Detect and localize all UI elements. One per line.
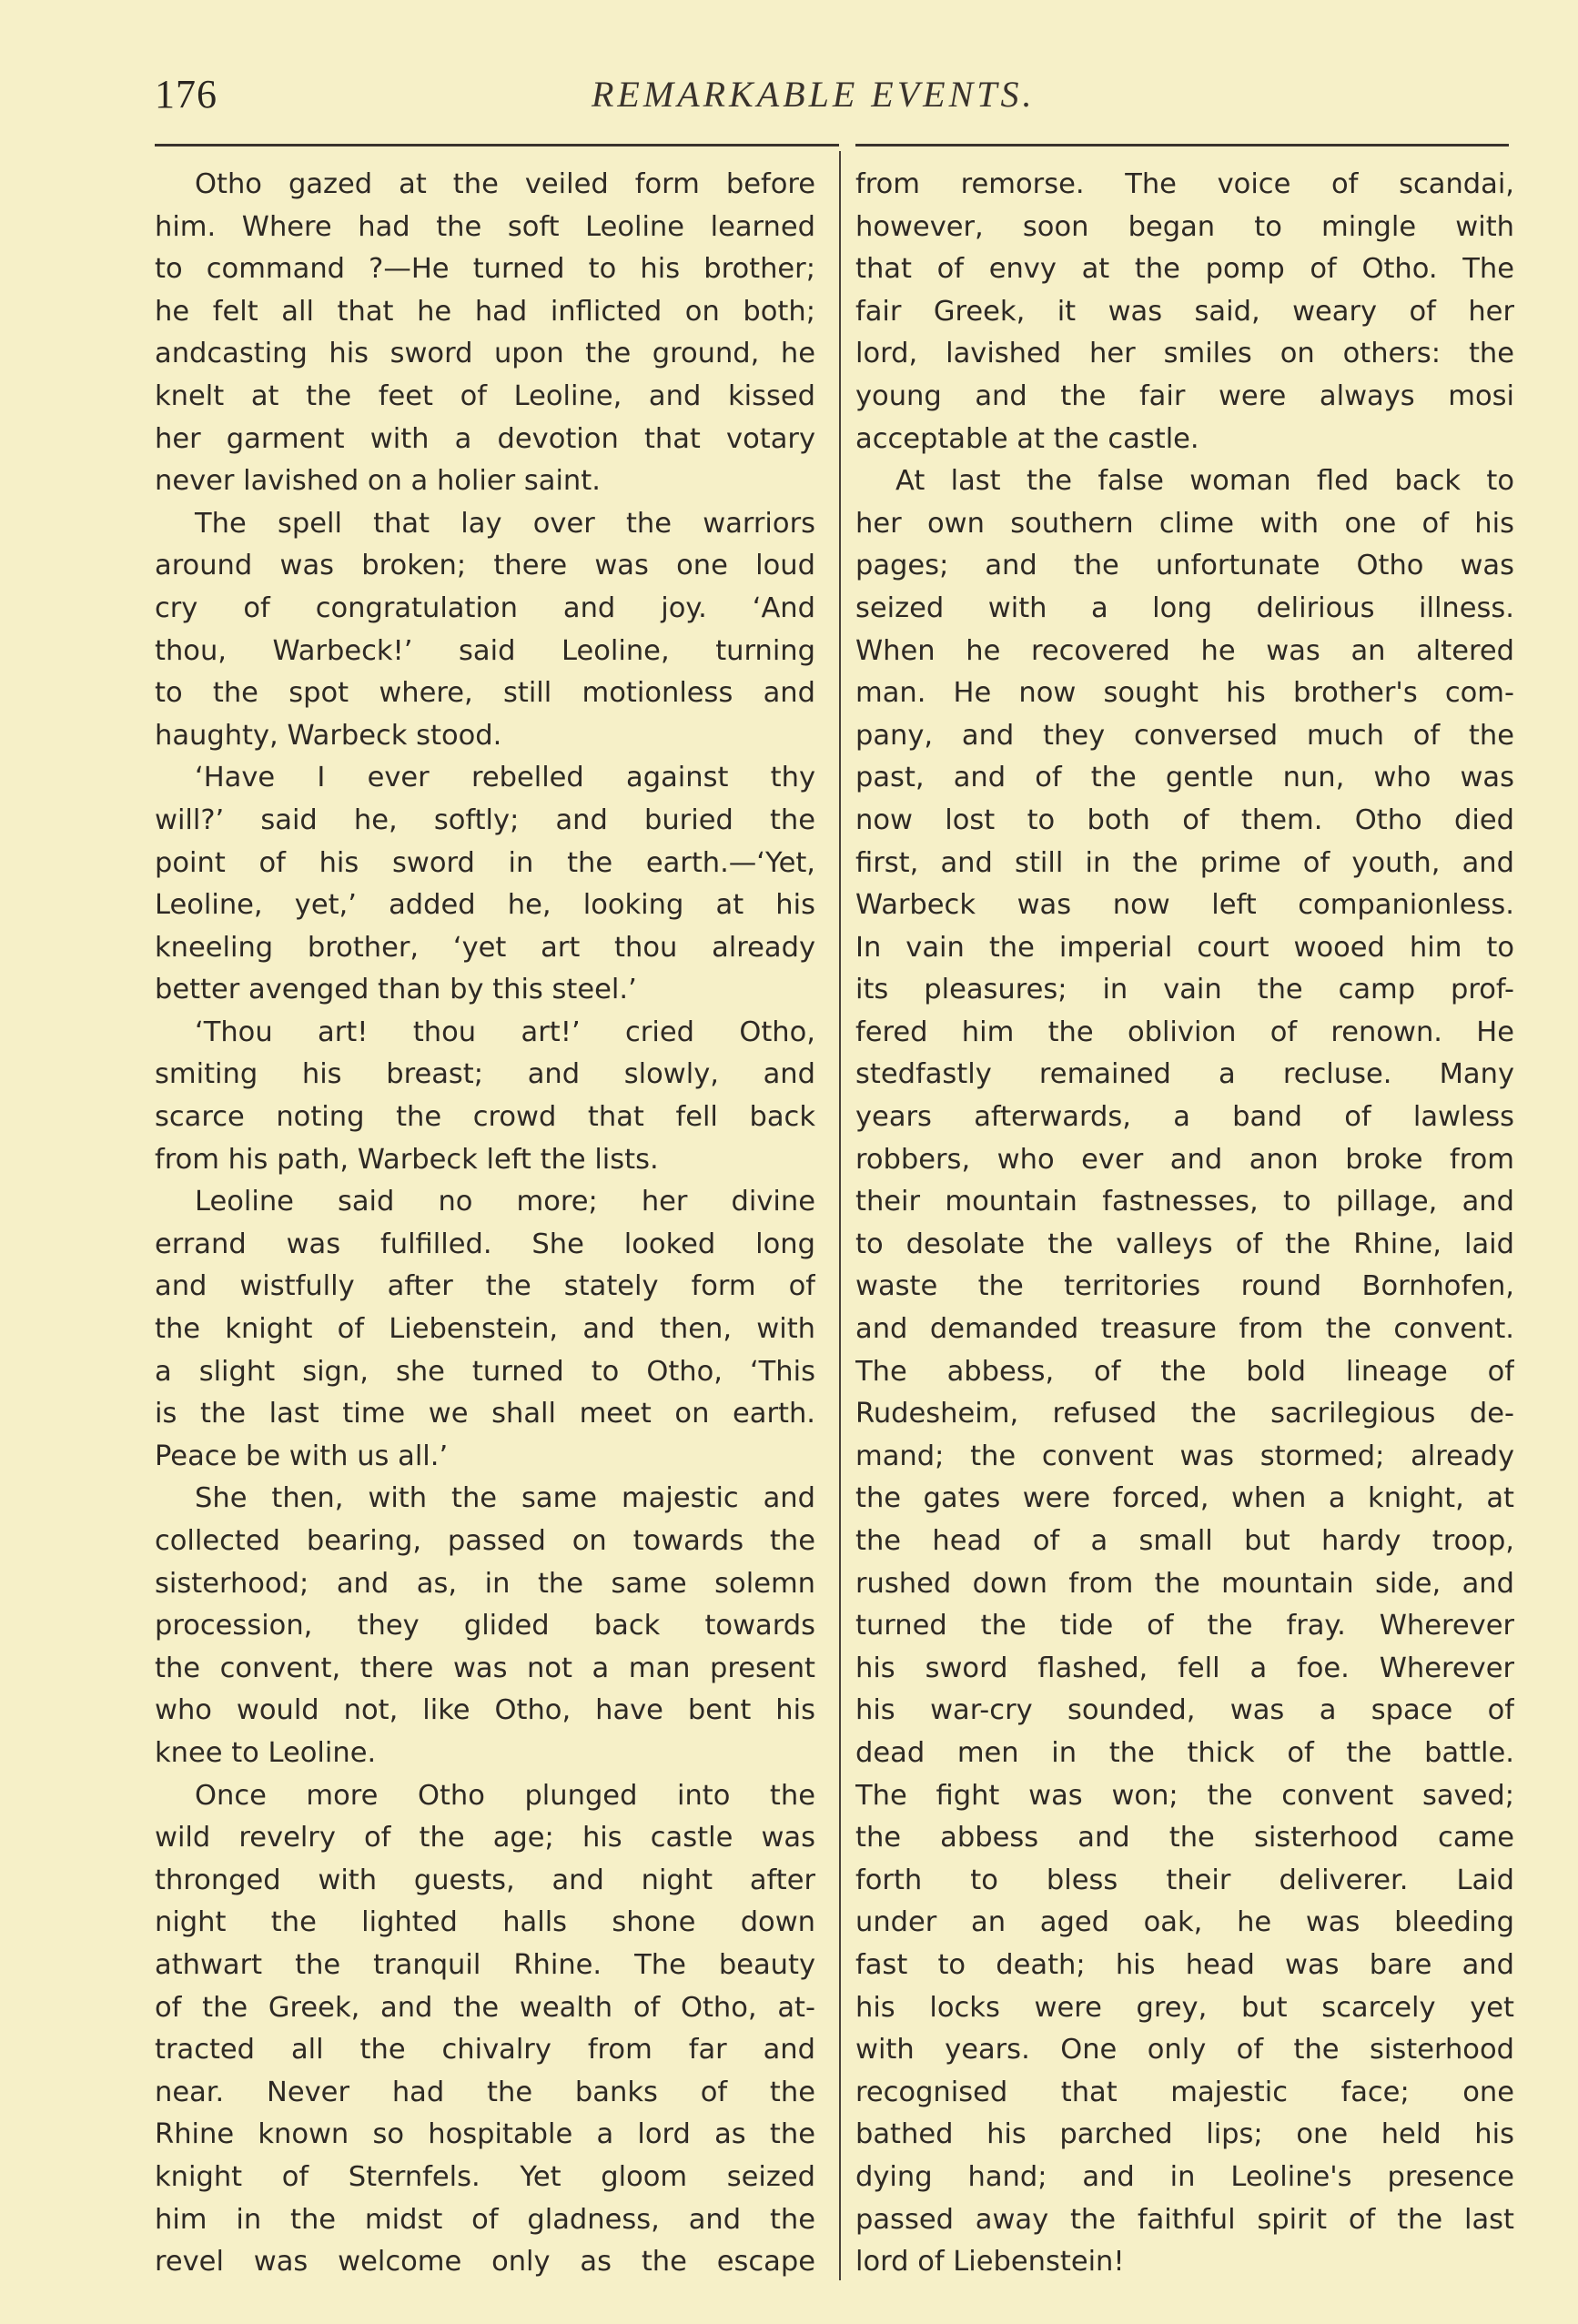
text-line: forth to bless their deliverer. Laid xyxy=(855,1864,1514,1896)
text-line: collected bearing, passed on towards the xyxy=(155,1525,815,1557)
text-line: thou, Warbeck!’ said Leoline, turning xyxy=(155,634,815,667)
header-rule-right xyxy=(855,144,1509,147)
text-line: fair Greek, it was said, weary of her xyxy=(855,295,1514,328)
text-line: Warbeck was now left companionless. xyxy=(855,889,1514,922)
text-line: a slight sign, she turned to Otho, ‘This xyxy=(155,1355,815,1388)
text-line: knight of Sternfels. Yet gloom seized xyxy=(155,2160,815,2193)
text-line: past, and of the gentle nun, who was xyxy=(855,762,1514,794)
text-line: her own southern clime with one of his xyxy=(855,507,1514,540)
text-line: The abbess, of the bold lineage of xyxy=(855,1355,1514,1388)
text-line: Once more Otho plunged into the xyxy=(195,1779,815,1812)
text-line: his locks were grey, but scarcely yet xyxy=(855,1991,1514,2024)
text-line: Leoline said no more; her divine xyxy=(195,1186,815,1218)
text-line: is the last time we shall meet on earth. xyxy=(155,1398,815,1430)
text-line: the convent, there was not a man present xyxy=(155,1652,815,1684)
text-line: acceptable at the castle. xyxy=(855,422,1199,455)
text-line: seized with a long delirious illness. xyxy=(855,591,1514,624)
text-line: who would not, like Otho, have bent his xyxy=(155,1694,815,1727)
text-line: errand was fulfilled. She looked long xyxy=(155,1228,815,1260)
text-line: man. He now sought his brother's com- xyxy=(855,677,1514,710)
text-line: near. Never had the banks of the xyxy=(155,2076,815,2108)
text-line: of the Greek, and the wealth of Otho, at- xyxy=(155,1991,815,2024)
text-line: lord of Liebenstein! xyxy=(855,2246,1125,2279)
text-line: under an aged oak, he was bleeding xyxy=(855,1906,1514,1939)
text-line: The spell that lay over the warriors xyxy=(195,507,815,540)
text-line: to command ?—He turned to his brother; xyxy=(155,253,815,286)
text-line: knee to Leoline. xyxy=(155,1736,377,1769)
text-line: smiting his breast; and slowly, and xyxy=(155,1058,815,1091)
text-line: from his path, Warbeck left the lists. xyxy=(155,1143,659,1176)
text-line: from remorse. The voice of scandai, xyxy=(855,168,1514,200)
text-line: athwart the tranquil Rhine. The beauty xyxy=(155,1948,815,1981)
text-line: Rudesheim, refused the sacrilegious de- xyxy=(855,1398,1514,1430)
text-line: turned the tide of the fray. Wherever xyxy=(855,1610,1514,1642)
text-line: bathed his parched lips; one held his xyxy=(855,2118,1514,2151)
text-line: mand; the convent was stormed; already xyxy=(855,1440,1514,1472)
text-line: the abbess and the sisterhood came xyxy=(855,1822,1514,1854)
text-line: haughty, Warbeck stood. xyxy=(155,719,502,752)
text-line: andcasting his sword upon the ground, he xyxy=(155,338,815,370)
right-text-column xyxy=(855,164,1514,2284)
text-line: wild revelry of the age; his castle was xyxy=(155,1822,815,1854)
page-number: 176 xyxy=(155,72,217,116)
text-line: first, and still in the prime of youth, and xyxy=(855,846,1514,879)
text-line: the head of a small but hardy troop, xyxy=(855,1525,1514,1557)
text-line: the gates were forced, when a knight, at xyxy=(855,1482,1514,1515)
text-line: the knight of Liebenstein, and then, with xyxy=(155,1313,815,1346)
text-line: his sword flashed, fell a foe. Wherever xyxy=(855,1652,1514,1684)
text-line: recognised that majestic face; one xyxy=(855,2076,1514,2108)
text-line: her garment with a devotion that votary xyxy=(155,422,815,455)
text-line: to the spot where, still motionless and xyxy=(155,677,815,710)
text-line: When he recovered he was an altered xyxy=(855,634,1514,667)
text-line: his war-cry sounded, was a space of xyxy=(855,1694,1514,1727)
text-line: scarce noting the crowd that fell back xyxy=(155,1101,815,1134)
text-line: to desolate the valleys of the Rhine, laid xyxy=(855,1228,1514,1260)
text-line: thronged with guests, and night after xyxy=(155,1864,815,1896)
text-line: rushed down from the mountain side, and xyxy=(855,1567,1514,1600)
text-line: passed away the faithful spirit of the last xyxy=(855,2203,1514,2236)
text-line: around was broken; there was one loud xyxy=(155,550,815,582)
text-line: revel was welcome only as the escape xyxy=(155,2246,815,2279)
text-line: dead men in the thick of the battle. xyxy=(855,1736,1514,1769)
text-line: fered him the oblivion of renown. He xyxy=(855,1015,1514,1048)
text-line: he felt all that he had inflicted on both; xyxy=(155,295,815,328)
left-text-column xyxy=(155,164,815,2284)
text-line: and demanded treasure from the convent. xyxy=(855,1313,1514,1346)
text-line: sisterhood; and as, in the same solemn xyxy=(155,1567,815,1600)
text-line: In vain the imperial court wooed him to xyxy=(855,931,1514,964)
text-line: Rhine known so hospitable a lord as the xyxy=(155,2118,815,2151)
text-line: tracted all the chivalry from far and xyxy=(155,2034,815,2066)
text-line: him. Where had the soft Leoline learned xyxy=(155,210,815,243)
text-line: and wistfully after the stately form of xyxy=(155,1270,815,1303)
text-line: Otho gazed at the veiled form before xyxy=(195,168,815,200)
text-line: Leoline, yet,’ added he, looking at his xyxy=(155,889,815,922)
text-line: stedfastly remained a recluse. Many xyxy=(855,1058,1514,1091)
text-line: that of envy at the pomp of Otho. The xyxy=(855,253,1514,286)
text-line: ‘Have I ever rebelled against thy xyxy=(195,762,815,794)
text-line: him in the midst of gladness, and the xyxy=(155,2203,815,2236)
text-line: At last the false woman fled back to xyxy=(895,465,1514,498)
text-line: procession, they glided back towards xyxy=(155,1610,815,1642)
text-line: dying hand; and in Leoline's presence xyxy=(855,2160,1514,2193)
column-divider xyxy=(839,151,841,2280)
text-line: pany, and they conversed much of the xyxy=(855,719,1514,752)
text-line: young and the fair were always mosi xyxy=(855,379,1514,412)
text-line: pages; and the unfortunate Otho was xyxy=(855,550,1514,582)
running-head xyxy=(155,71,1511,126)
text-line: never lavished on a holier saint. xyxy=(155,465,601,498)
text-line: their mountain fastnesses, to pillage, and xyxy=(855,1186,1514,1218)
text-line: lord, lavished her smiles on others: the xyxy=(855,338,1514,370)
text-line: better avenged than by this steel.’ xyxy=(155,974,637,1006)
text-line: will?’ said he, softly; and buried the xyxy=(155,803,815,836)
header-rule-left xyxy=(155,144,839,147)
text-line: its pleasures; in vain the camp prof- xyxy=(855,974,1514,1006)
text-line: now lost to both of them. Otho died xyxy=(855,803,1514,836)
text-line: waste the territories round Bornhofen, xyxy=(855,1270,1514,1303)
text-line: with years. One only of the sisterhood xyxy=(855,2034,1514,2066)
text-line: night the lighted halls shone down xyxy=(155,1906,815,1939)
running-title: REMARKABLE EVENTS. xyxy=(592,74,1036,115)
text-line: robbers, who ever and anon broke from xyxy=(855,1143,1514,1176)
text-line: ‘Thou art! thou art!’ cried Otho, xyxy=(195,1015,815,1048)
text-line: years afterwards, a band of lawless xyxy=(855,1101,1514,1134)
text-line: cry of congratulation and joy. ‘And xyxy=(155,591,815,624)
text-line: however, soon began to mingle with xyxy=(855,210,1514,243)
text-line: point of his sword in the earth.—‘Yet, xyxy=(155,846,815,879)
text-line: Peace be with us all.’ xyxy=(155,1440,449,1472)
text-line: knelt at the feet of Leoline, and kissed xyxy=(155,379,815,412)
text-line: fast to death; his head was bare and xyxy=(855,1948,1514,1981)
text-line: kneeling brother, ‘yet art thou already xyxy=(155,931,815,964)
text-line: The fight was won; the convent saved; xyxy=(855,1779,1514,1812)
text-line: She then, with the same majestic and xyxy=(195,1482,815,1515)
